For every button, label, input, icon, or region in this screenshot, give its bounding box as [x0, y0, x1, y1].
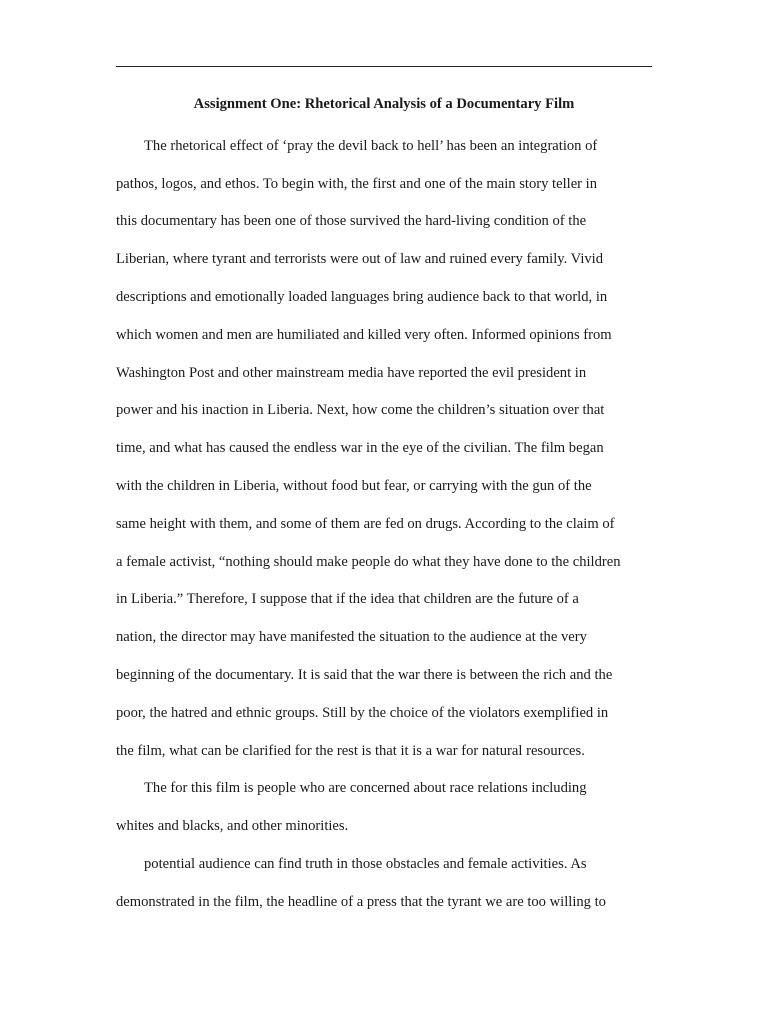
paragraph-line: demonstrated in the film, the headline of a press that the tyrant we are too willing to [116, 893, 606, 910]
paragraph-line: beginning of the documentary. It is said that the war there is between the rich and the [116, 666, 613, 683]
paragraph-line: time, and what has caused the endless war in the eye of the civilian. The film began [116, 440, 604, 457]
paragraph-line: poor, the hatred and ethnic groups. Still by the choice of the violators exemplified in [116, 704, 609, 721]
paragraph-line: whites and blacks, and other minorities. [116, 818, 349, 835]
paragraph-line: pathos, logos, and ethos. To begin with, the first and one of the main story teller in [116, 175, 598, 192]
paragraph-line: same height with them, and some of them are fed on drugs. According to the claim of [116, 515, 615, 532]
paragraph-line: this documentary has been one of those survived the hard-living condition of the [116, 213, 587, 230]
paragraph [116, 128, 652, 771]
paragraph-line: descriptions and emotionally loaded languages bring audience back to that world, in [116, 288, 608, 305]
paragraph-line: nation, the director may have manifested the situation to the audience at the very [116, 629, 587, 646]
paragraph-line: which women and men are humiliated and killed very often. Informed opinions from [116, 326, 612, 343]
paragraph-line: the film, what can be clarified for the rest is that it is a war for natural resources. [116, 742, 585, 759]
paragraph-line: The rhetorical effect of ‘pray the devil back to hell’ has been an integration of [144, 137, 598, 154]
paragraph-line: potential audience can find truth in those obstacles and female activities. As [144, 855, 587, 872]
paragraph-line: in Liberia.” Therefore, I suppose that if the idea that children are the future of a [116, 591, 579, 608]
header-rule [116, 66, 652, 67]
title-spacing [116, 118, 652, 128]
document-body [116, 90, 652, 922]
paragraph [116, 846, 652, 922]
paragraph-line: power and his inaction in Liberia. Next, how come the children’s situation over that [116, 402, 605, 419]
paragraph-line: with the children in Liberia, without food but fear, or carrying with the gun of the [116, 477, 592, 494]
paragraph-line: The for this film is people who are concerned about race relations including [144, 780, 587, 797]
paragraph-line: Liberian, where tyrant and terrorists were out of law and ruined every family. Vivid [116, 251, 604, 268]
paragraph-line: a female activist, “nothing should make people do what they have done to the children [116, 553, 621, 570]
document-title: Assignment One: Rhetorical Analysis of a Documentary Film [193, 96, 575, 112]
paragraph-line: Washington Post and other mainstream media have reported the evil president in [116, 364, 587, 381]
paragraph [116, 770, 652, 846]
